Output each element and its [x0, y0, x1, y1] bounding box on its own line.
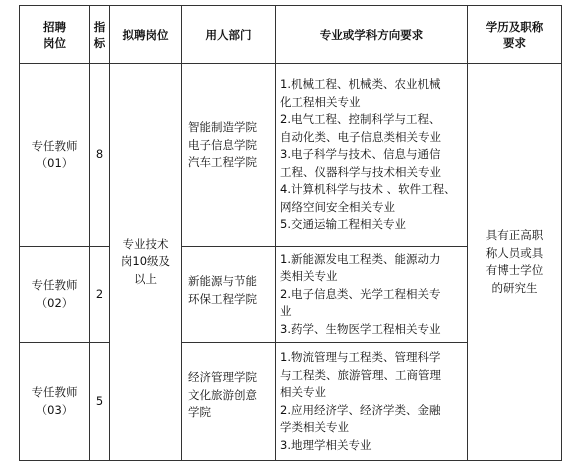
dept-cell [182, 64, 276, 247]
table-row [20, 64, 562, 247]
requirement-line: 类相关专业 [280, 269, 338, 284]
requirements-cell [276, 343, 468, 461]
header-major-req: 专业或学科方向要求 [276, 6, 468, 64]
edu-req-cell [468, 64, 562, 461]
intended-post-line: 岗10级及 [120, 254, 171, 269]
requirement-line: 工程、仪器科学与技术相关专业 [280, 164, 441, 179]
edu-req-line: 有博士学位 [485, 263, 544, 277]
dept-cell [182, 247, 276, 343]
dept-cell [182, 343, 276, 461]
requirement-line: 相关专业 [280, 385, 326, 399]
requirement-line: 学类相关专业 [280, 420, 349, 434]
dept-line: 智能制造学院 [188, 120, 257, 134]
requirement-line: 网络空间安全相关专业 [280, 199, 395, 214]
dept-line: 学院 [188, 405, 211, 419]
header-position [20, 6, 90, 64]
header-count [90, 6, 110, 64]
dept-line: 经济管理学院 [188, 370, 257, 384]
requirements-cell [276, 247, 468, 343]
requirement-line: 5.交通运输工程相关专业 [280, 217, 406, 232]
position-title: 专任教师 [31, 278, 78, 292]
requirement-line: 3.电子科学与技术、信息与通信 [280, 147, 441, 162]
requirement-line: 化工程相关专业 [280, 94, 361, 109]
requirement-line: 1.物流管理与工程类、管理科学 [280, 350, 441, 364]
count-cell: 5 [90, 343, 110, 461]
intended-post-line: 以上 [134, 271, 157, 286]
position-code: （03） [35, 402, 74, 417]
requirement-line: 业 [280, 304, 292, 319]
header-count-line: 指 [93, 19, 106, 34]
requirement-line: 1.新能源发电工程类、能源动力 [280, 251, 441, 266]
count-cell: 8 [90, 64, 110, 247]
header-edu-line: 要求 [503, 35, 526, 50]
position-code: （02） [35, 295, 74, 310]
position-cell [20, 247, 90, 343]
edu-req-line: 具有正高职 [485, 228, 544, 242]
header-dept: 用人部门 [182, 6, 276, 64]
requirement-line: 与工程类、旅游管理、工商管理 [280, 367, 441, 382]
requirement-line: 2.应用经济学、经济学类、金融 [280, 402, 441, 417]
requirement-line: 3.地理学相关专业 [280, 437, 372, 452]
position-code: （01） [35, 156, 74, 170]
header-count-line: 标 [93, 35, 106, 50]
header-edu-req [468, 6, 562, 64]
header-row [20, 6, 562, 64]
header-position-line: 岗位 [43, 35, 66, 50]
edu-req-line: 称人员或具 [485, 245, 544, 260]
requirement-line: 1.机械工程、机械类、农业机械 [280, 77, 441, 92]
count-cell: 2 [90, 247, 110, 343]
intended-post-cell [110, 64, 182, 461]
header-intended-post: 拟聘岗位 [110, 6, 182, 64]
requirement-line: 3.药学、生物医学工程相关专业 [280, 321, 441, 336]
dept-line: 文化旅游创意 [188, 387, 257, 402]
position-title: 专任教师 [31, 138, 78, 153]
recruitment-table [19, 5, 562, 461]
requirement-line: 4.计算机科学与技术 、软件工程、 [280, 182, 456, 197]
position-cell [20, 64, 90, 247]
position-cell [20, 343, 90, 461]
header-position-line: 招聘 [43, 19, 66, 34]
dept-line: 新能源与节能 [188, 274, 257, 288]
intended-post-line: 专业技术 [122, 236, 169, 251]
dept-line: 电子信息学院 [188, 137, 257, 152]
header-edu-line: 学历及职称 [485, 19, 544, 34]
position-title: 专任教师 [31, 385, 78, 399]
requirement-line: 2.电气工程、控制科学与工程、 [280, 112, 441, 127]
dept-line: 汽车工程学院 [188, 155, 257, 169]
dept-line: 环保工程学院 [188, 291, 257, 306]
requirement-line: 2.电子信息类、光学工程相关专 [280, 286, 441, 301]
requirement-line: 自动化类、电子信息类相关专业 [280, 129, 441, 144]
requirements-cell [276, 64, 468, 247]
edu-req-line: 的研究生 [491, 280, 538, 295]
